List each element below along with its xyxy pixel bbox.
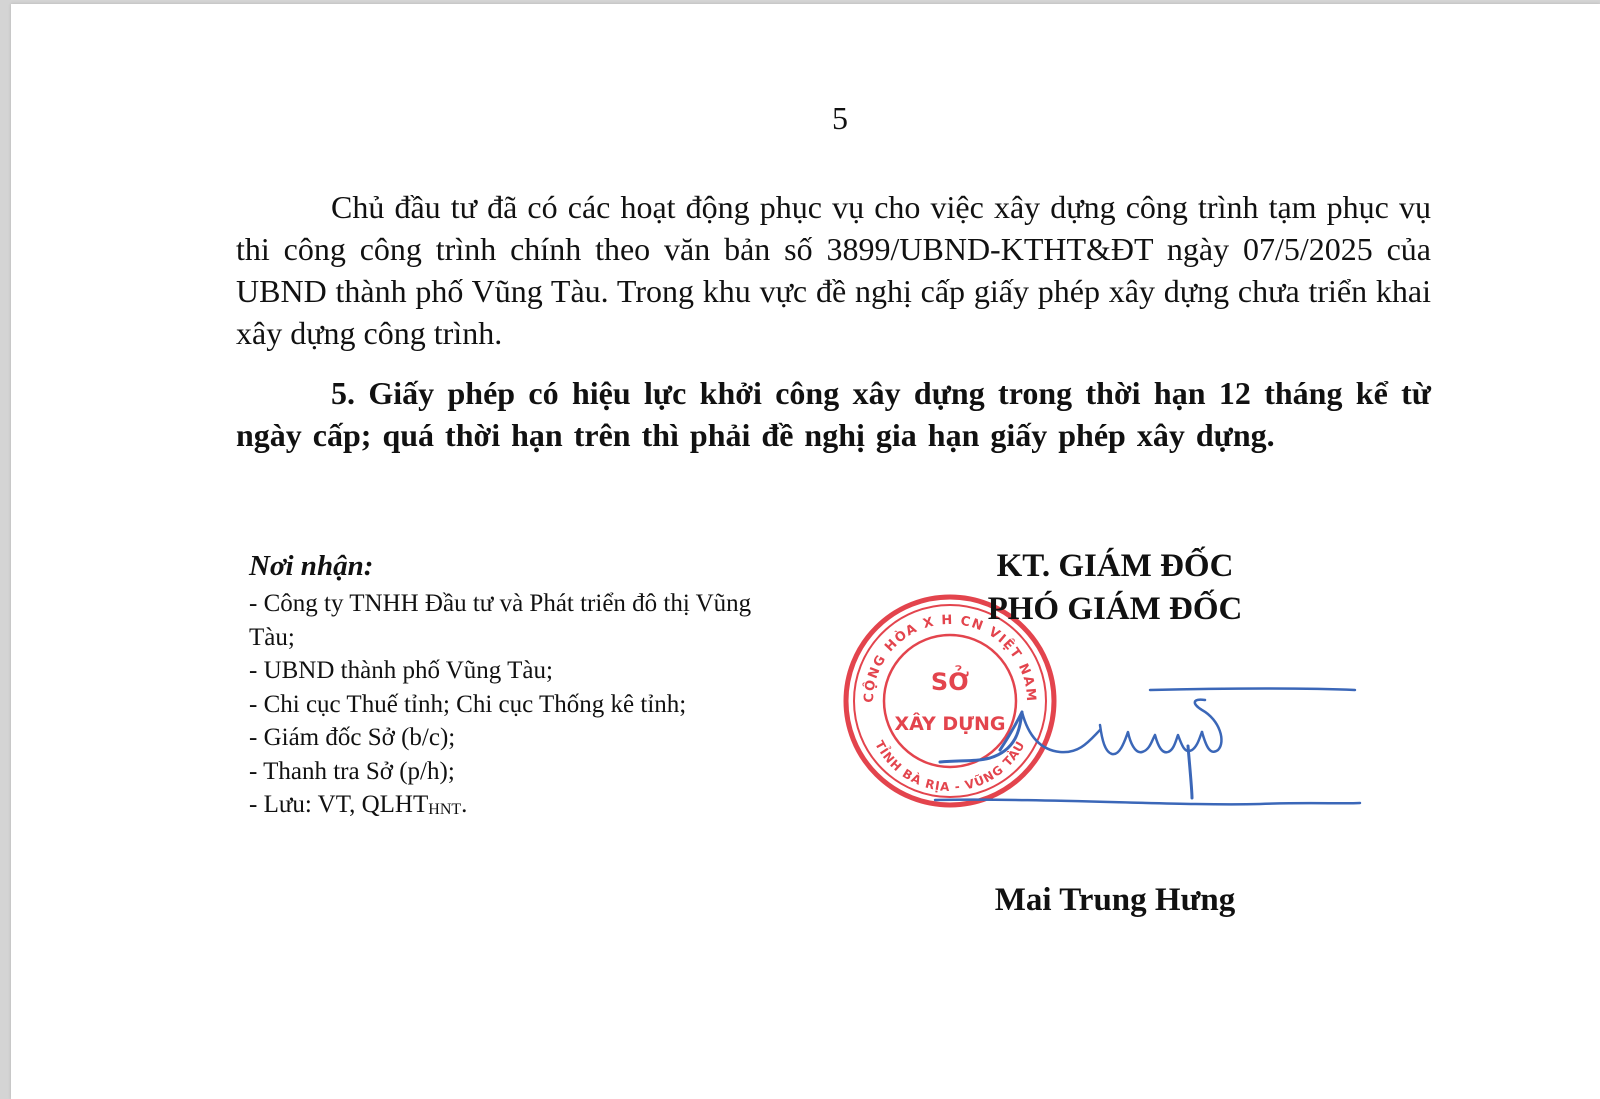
- recipient-item: - UBND thành phố Vũng Tàu;: [249, 657, 553, 684]
- archive-subscript: HNT: [428, 801, 462, 818]
- recipients-list: [249, 587, 809, 827]
- recipient-item: - Công ty TNHH Đầu tư và Phát triển đô thị Vũng Tàu;: [249, 590, 752, 651]
- seal-center-line1: SỞ: [930, 668, 970, 696]
- recipient-item: - Chi cục Thuế tỉnh; Chi cục Thống kê tỉnh;: [249, 690, 687, 718]
- seal-bottom-text: TỈNH BÀ RỊA - VŨNG TÀU: [872, 738, 1028, 795]
- page-number: 5: [832, 100, 848, 136]
- sign-title-line1: KT. GIÁM ĐỐC: [996, 548, 1234, 584]
- recipient-item: - Giám đốc Sở (b/c);: [249, 724, 456, 751]
- archive-label: - Lưu: VT, QLHT: [249, 791, 429, 818]
- sign-title-line2: PHÓ GIÁM ĐỐC: [987, 591, 1243, 627]
- signer-name: Mai Trung Hưng: [994, 882, 1236, 918]
- recipient-item: - Thanh tra Sở (p/h);: [249, 757, 455, 785]
- recipient-item-archive: [249, 788, 769, 827]
- body-paragraph-2-clause-5: 5. Giấy phép có hiệu lực khởi công xây dựng trong thời hạn 12 tháng kể từ ngày cấp; quá thời hạn trên thì phải đề nghị gia hạn giấy phép xây dựng.: [236, 375, 1431, 453]
- body-paragraph-1: Chủ đầu tư đã có các hoạt động phục vụ cho việc xây dựng công trình tạm phục vụ thi công công trình chính theo văn bản số 3899/UBND-KTHT&ĐT ngày 07/5/2025 của UBND thành phố Vũng Tàu. Trong khu vực đề nghị cấp giấy phép xây dựng chưa triển khai xây dựng công trình.: [236, 189, 1431, 351]
- recipients-title: Nơi nhận:: [249, 550, 374, 582]
- seal-center-line2: XÂY DỰNG: [894, 713, 1006, 735]
- archive-suffix: .: [461, 791, 468, 818]
- seal-top-text: CỘNG HÒA X H CN VIỆT NAM: [861, 612, 1039, 704]
- handwritten-signature: [930, 680, 1380, 820]
- signature-title-block: [900, 545, 1330, 631]
- recipients-section: [249, 547, 809, 827]
